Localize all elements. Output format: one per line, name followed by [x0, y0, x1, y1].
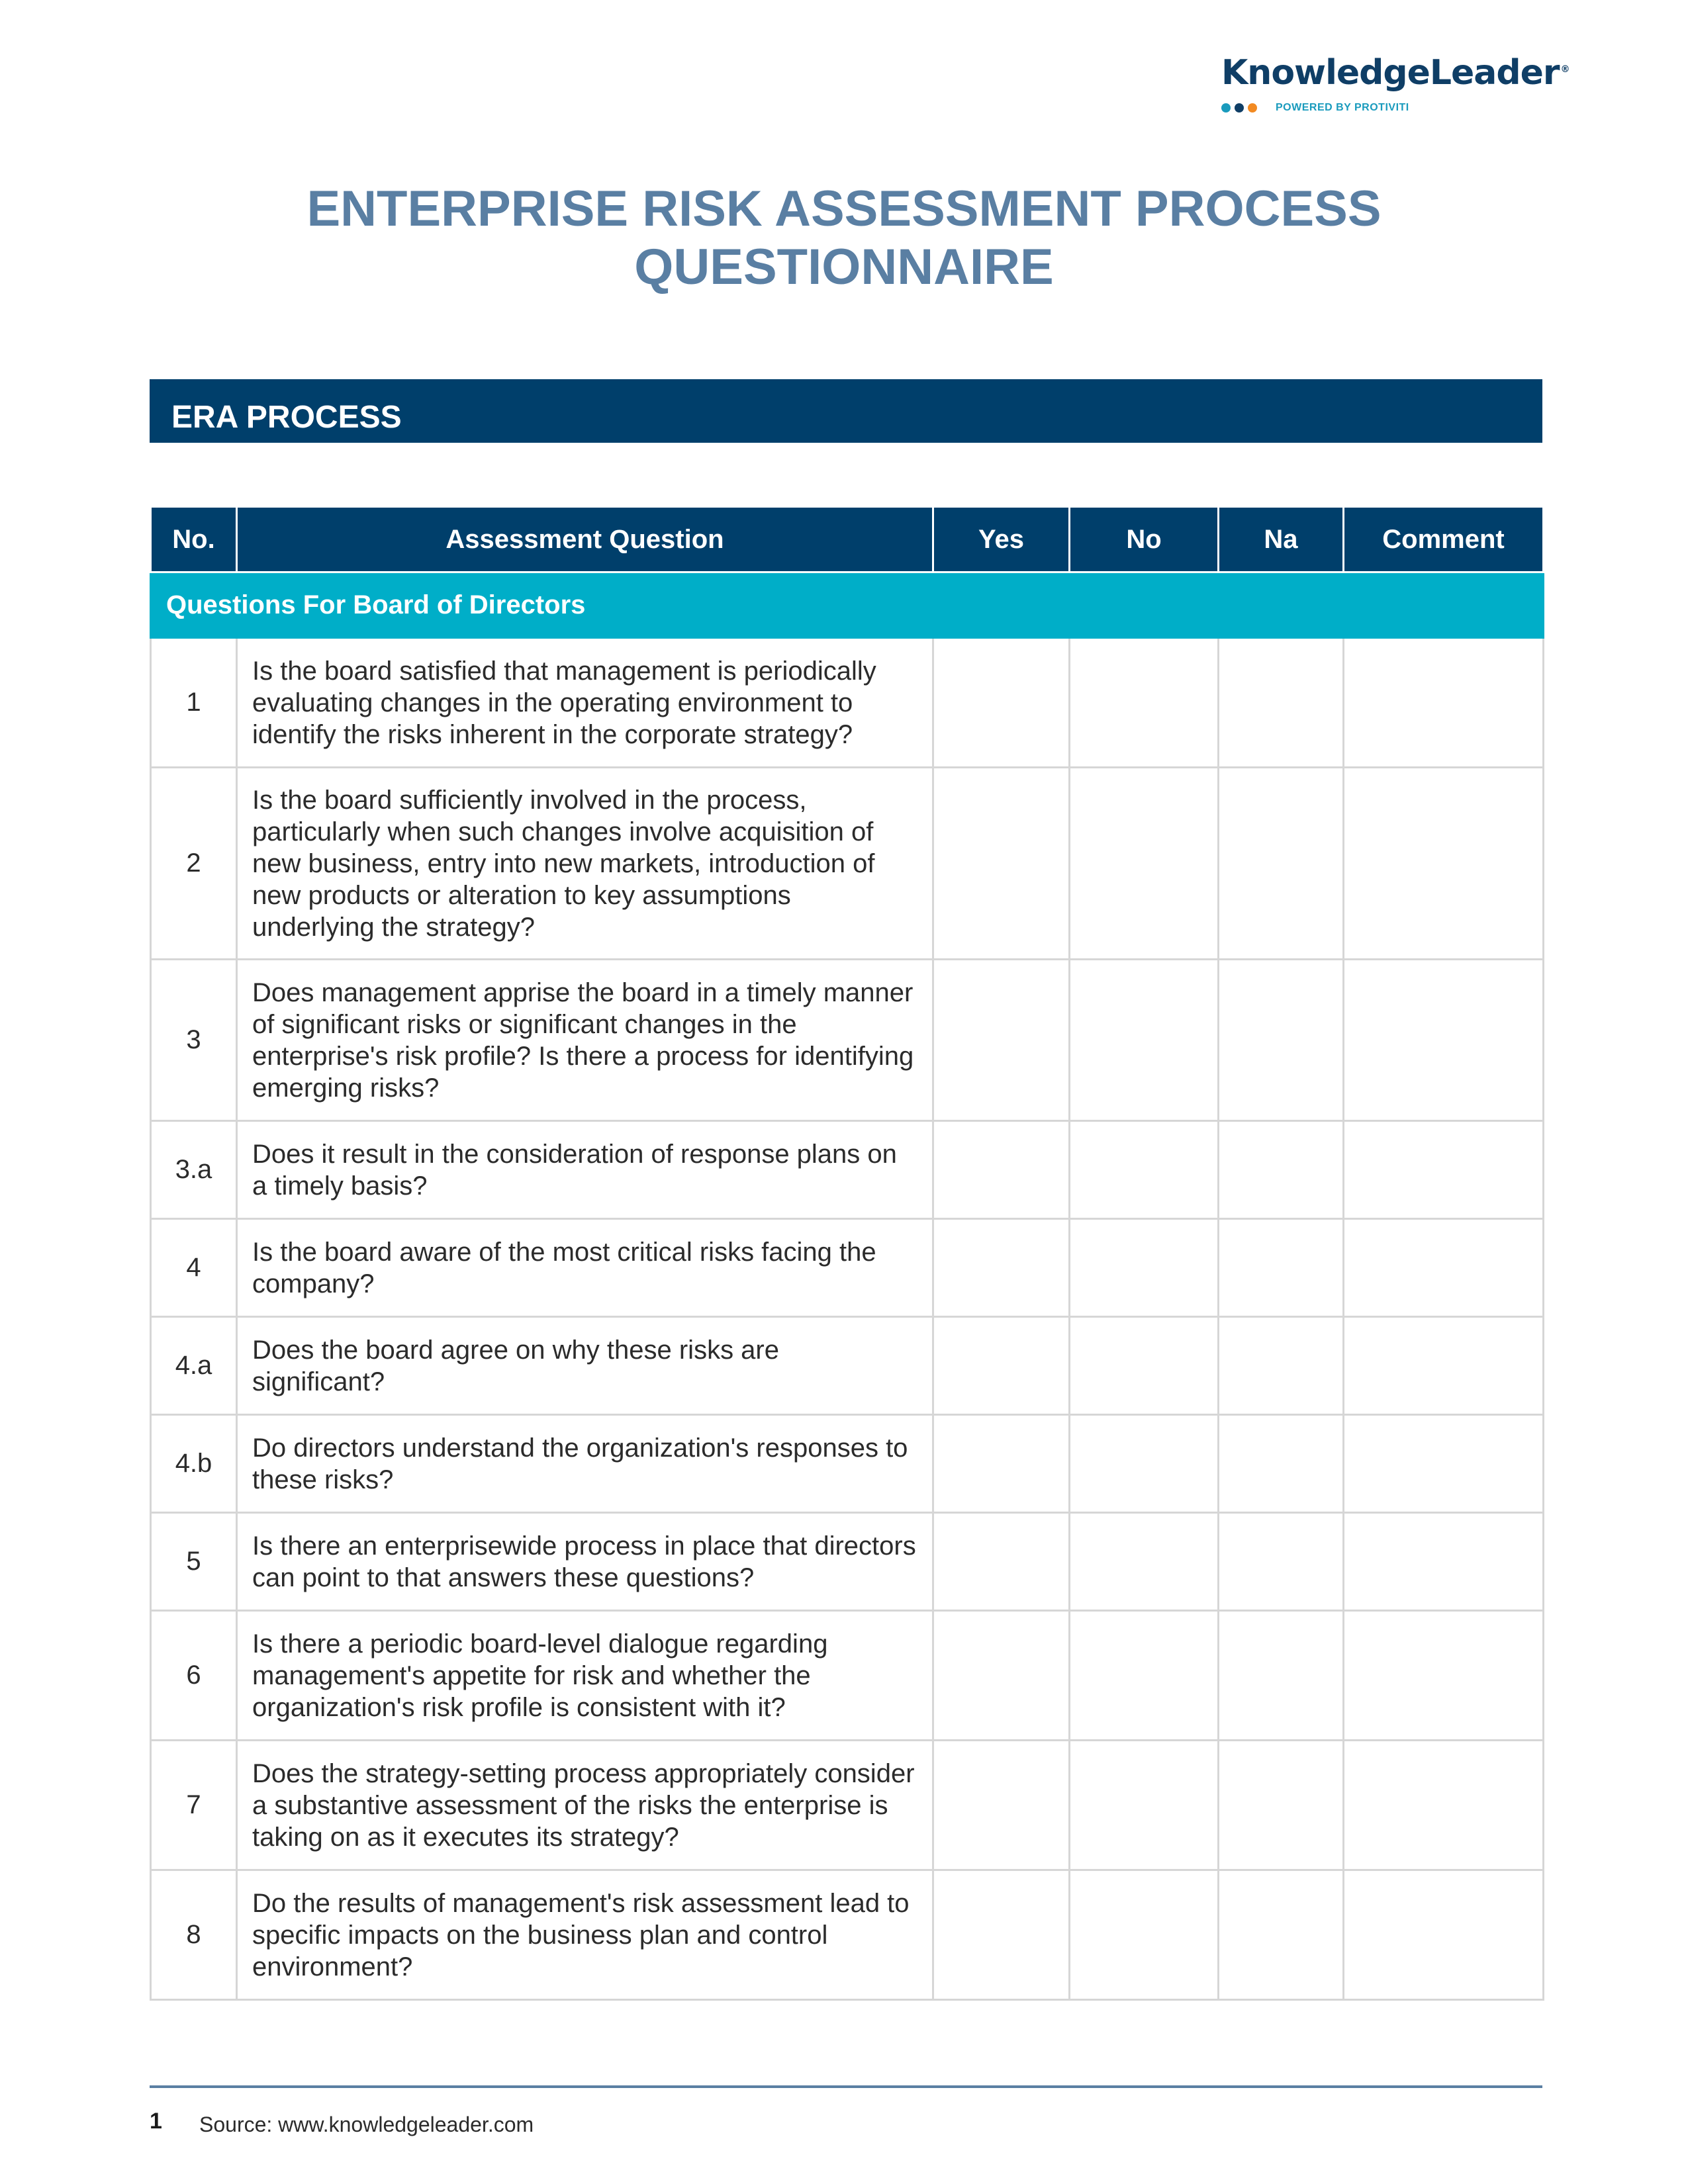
section-header-label: ERA PROCESS [171, 399, 402, 435]
col-header-yes: Yes [933, 507, 1070, 572]
no-cell[interactable] [1070, 1219, 1219, 1317]
question-text: Is the board satisfied that management is periodically evaluating changes in the operating environment to identify the risks inherent in the corporate strategy? [237, 638, 933, 768]
col-header-no-answer: No [1070, 507, 1219, 572]
footer-divider [150, 2085, 1542, 2088]
comment-cell[interactable] [1344, 1219, 1544, 1317]
comment-cell[interactable] [1344, 768, 1544, 960]
na-cell[interactable] [1219, 1611, 1344, 1741]
logo-dot [1221, 103, 1231, 113]
no-cell[interactable] [1070, 1741, 1219, 1870]
question-number: 1 [151, 638, 237, 768]
comment-cell[interactable] [1344, 1870, 1544, 2000]
question-row [151, 1611, 1544, 1741]
question-text: Is there a periodic board-level dialogue regarding management's appetite for risk and whether the organization's risk profile is consistent with it? [237, 1611, 933, 1741]
assessment-table [150, 506, 1544, 2001]
na-cell[interactable] [1219, 768, 1344, 960]
na-cell[interactable] [1219, 960, 1344, 1121]
question-row [151, 638, 1544, 768]
knowledgeleader-logo [1221, 53, 1570, 114]
question-text: Is there an enterprisewide process in place that directors can point to that answers these questions? [237, 1513, 933, 1611]
na-cell[interactable] [1219, 1513, 1344, 1611]
col-header-comment: Comment [1344, 507, 1544, 572]
no-cell[interactable] [1070, 960, 1219, 1121]
question-row [151, 1415, 1544, 1513]
col-header-no: No. [151, 507, 237, 572]
yes-cell[interactable] [933, 1611, 1070, 1741]
question-number: 4 [151, 1219, 237, 1317]
question-text: Does management apprise the board in a timely manner of significant risks or significant changes in the enterprise's risk profile? Is there a process for identifying emerging risks? [237, 960, 933, 1121]
col-header-question: Assessment Question [237, 507, 933, 572]
yes-cell[interactable] [933, 1121, 1070, 1219]
logo-tagline: POWERED BY PROTIVITI [1276, 102, 1409, 113]
question-row [151, 768, 1544, 960]
question-row [151, 1741, 1544, 1870]
comment-cell[interactable] [1344, 638, 1544, 768]
no-cell[interactable] [1070, 1870, 1219, 2000]
yes-cell[interactable] [933, 1870, 1070, 2000]
question-text: Do directors understand the organization's responses to these risks? [237, 1415, 933, 1513]
question-text: Does the strategy-setting process appropriately consider a substantive assessment of the risks the enterprise is taking on as it executes its strategy? [237, 1741, 933, 1870]
na-cell[interactable] [1219, 638, 1344, 768]
question-number: 4.a [151, 1317, 237, 1415]
yes-cell[interactable] [933, 1741, 1070, 1870]
comment-cell[interactable] [1344, 1741, 1544, 1870]
comment-cell[interactable] [1344, 960, 1544, 1121]
section-header [150, 379, 1542, 443]
comment-cell[interactable] [1344, 1415, 1544, 1513]
comment-cell[interactable] [1344, 1317, 1544, 1415]
yes-cell[interactable] [933, 1415, 1070, 1513]
question-row [151, 1513, 1544, 1611]
na-cell[interactable] [1219, 1121, 1344, 1219]
question-row [151, 1317, 1544, 1415]
comment-cell[interactable] [1344, 1121, 1544, 1219]
question-text: Does the board agree on why these risks are significant? [237, 1317, 933, 1415]
na-cell[interactable] [1219, 1870, 1344, 2000]
page-title-line-2: QUESTIONNAIRE [634, 239, 1054, 295]
yes-cell[interactable] [933, 1317, 1070, 1415]
question-number: 3 [151, 960, 237, 1121]
question-row [151, 960, 1544, 1121]
yes-cell[interactable] [933, 1219, 1070, 1317]
no-cell[interactable] [1070, 1611, 1219, 1741]
no-cell[interactable] [1070, 638, 1219, 768]
question-number: 7 [151, 1741, 237, 1870]
question-text: Is the board sufficiently involved in the process, particularly when such changes involve acquisition of new business, entry into new markets, introduction of new products or alteration to key assumptions underlying the strategy? [237, 768, 933, 960]
na-cell[interactable] [1219, 1219, 1344, 1317]
question-row [151, 1121, 1544, 1219]
comment-cell[interactable] [1344, 1513, 1544, 1611]
page-title [0, 180, 1688, 296]
table-header-row [151, 507, 1544, 572]
col-header-na: Na [1219, 507, 1344, 572]
logo-dot [1248, 103, 1257, 113]
page-title-line-1: ENTERPRISE RISK ASSESSMENT PROCESS [306, 181, 1382, 237]
logo-dot [1235, 103, 1244, 113]
page-number: 1 [150, 2109, 162, 2134]
group-row [151, 572, 1544, 638]
no-cell[interactable] [1070, 768, 1219, 960]
logo-dots [1221, 103, 1261, 113]
question-text: Does it result in the consideration of response plans on a timely basis? [237, 1121, 933, 1219]
na-cell[interactable] [1219, 1415, 1344, 1513]
yes-cell[interactable] [933, 960, 1070, 1121]
question-text: Do the results of management's risk assessment lead to specific impacts on the business plan and control environment? [237, 1870, 933, 2000]
question-text: Is the board aware of the most critical risks facing the company? [237, 1219, 933, 1317]
no-cell[interactable] [1070, 1121, 1219, 1219]
comment-cell[interactable] [1344, 1611, 1544, 1741]
question-number: 2 [151, 768, 237, 960]
logo-name: KnowledgeLeader [1221, 53, 1560, 93]
yes-cell[interactable] [933, 1513, 1070, 1611]
question-row [151, 1870, 1544, 2000]
na-cell[interactable] [1219, 1741, 1344, 1870]
source-text: Source: www.knowledgeleader.com [199, 2113, 534, 2136]
yes-cell[interactable] [933, 638, 1070, 768]
question-number: 6 [151, 1611, 237, 1741]
no-cell[interactable] [1070, 1317, 1219, 1415]
registered-mark: ® [1560, 64, 1570, 75]
na-cell[interactable] [1219, 1317, 1344, 1415]
question-row [151, 1219, 1544, 1317]
question-number: 3.a [151, 1121, 237, 1219]
no-cell[interactable] [1070, 1415, 1219, 1513]
question-number: 4.b [151, 1415, 237, 1513]
group-label: Questions For Board of Directors [151, 572, 1544, 638]
yes-cell[interactable] [933, 768, 1070, 960]
no-cell[interactable] [1070, 1513, 1219, 1611]
question-number: 5 [151, 1513, 237, 1611]
question-number: 8 [151, 1870, 237, 2000]
